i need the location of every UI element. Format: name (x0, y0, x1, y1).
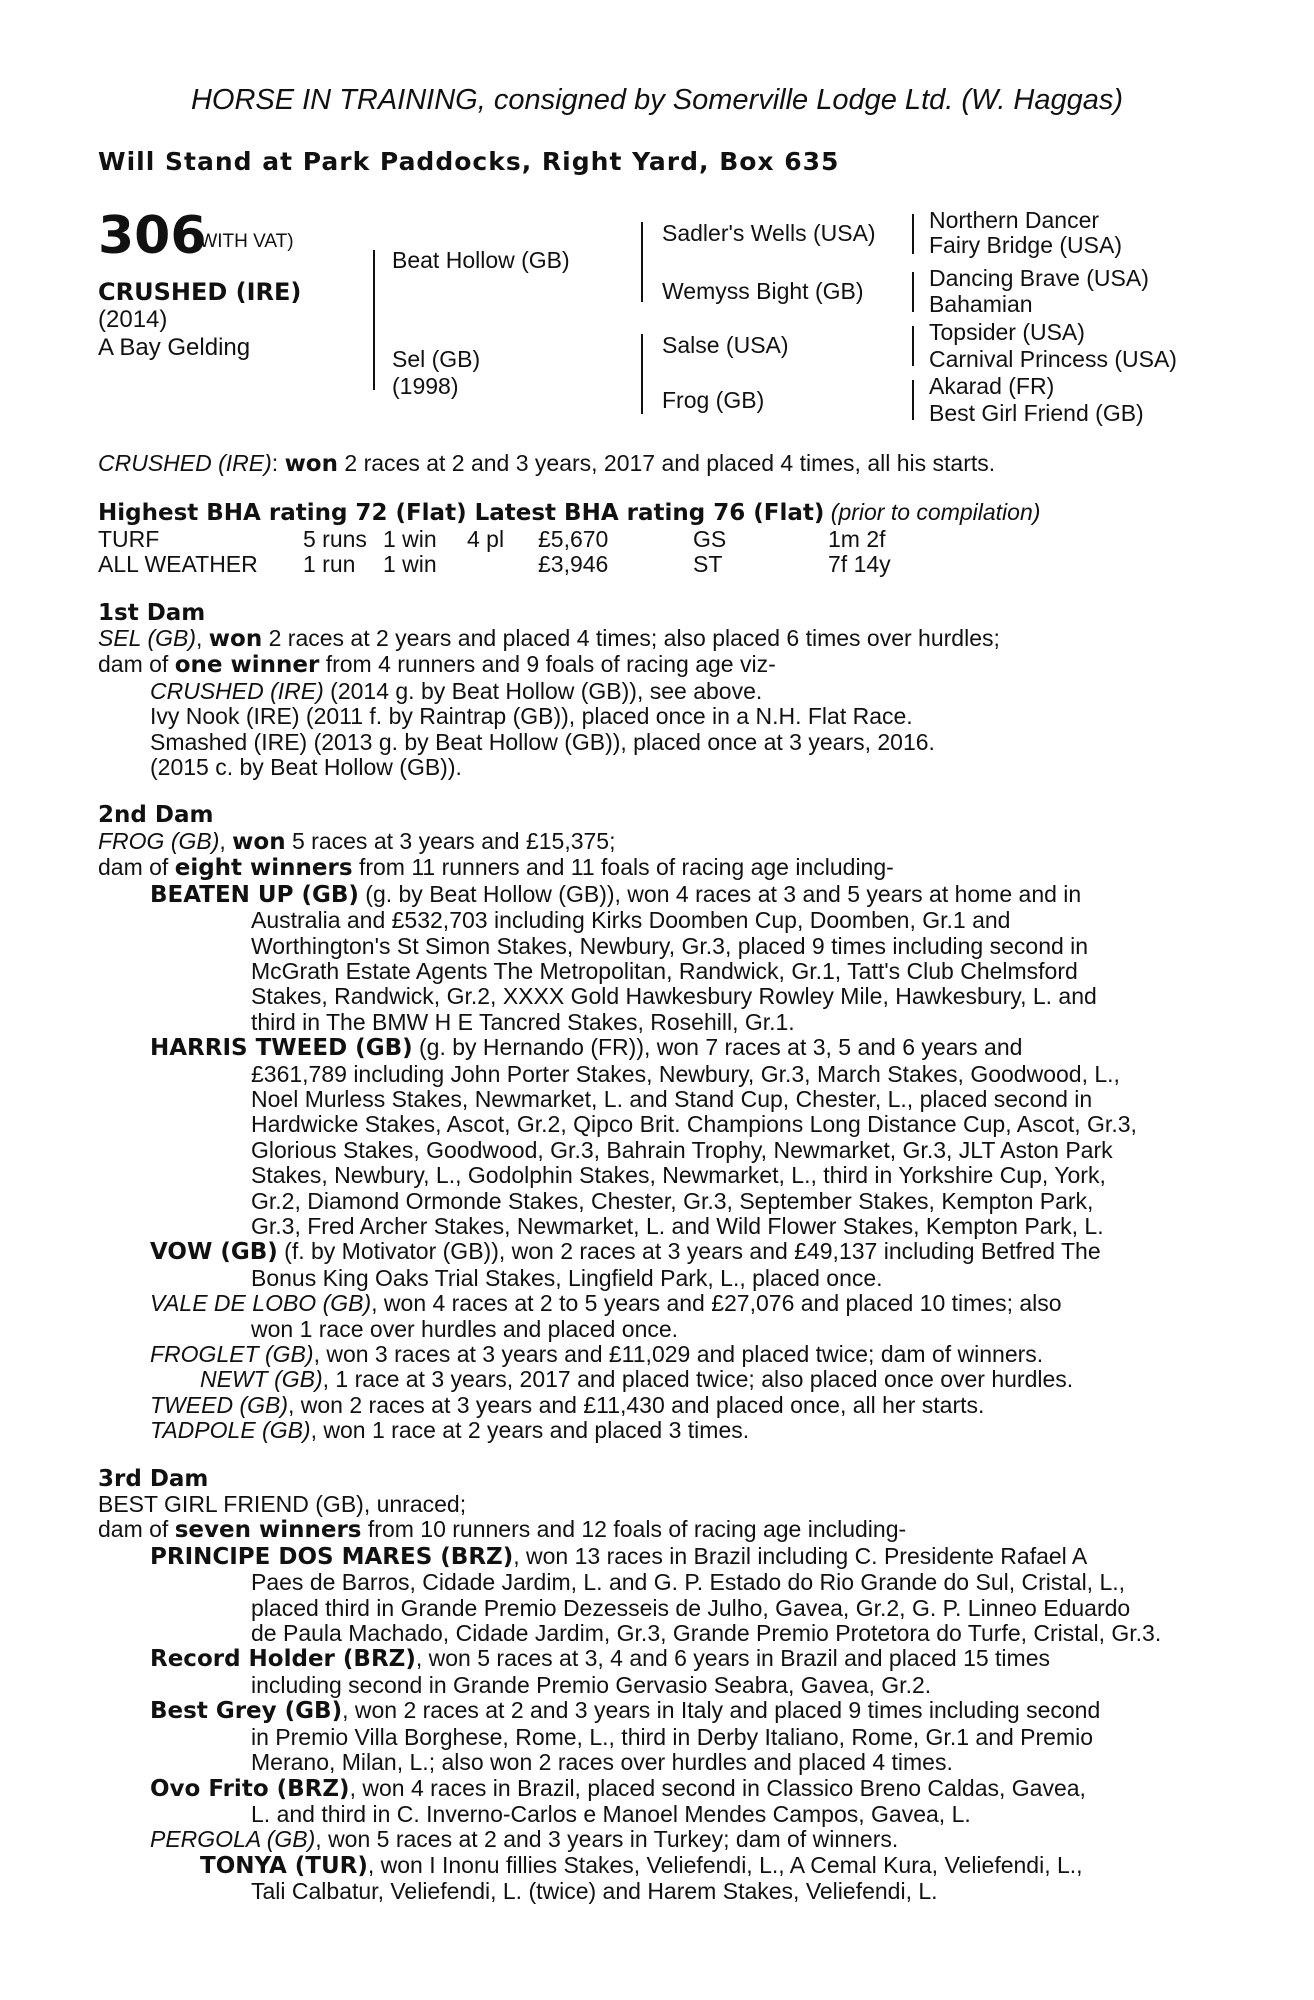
progeny-entry: NEWT (GB), 1 race at 3 years, 2017 and placed twice; also placed once over hurdles. (200, 1366, 1074, 1393)
pedigree-brace (373, 250, 375, 390)
horse-year: (2014) (98, 306, 168, 333)
pedigree-sire: Beat Hollow (GB) (392, 247, 570, 273)
pedigree-sds: Dancing Brave (USA) (929, 265, 1149, 291)
third-dam-produce-line: dam of seven winners from 10 runners and 12 foals of racing age including- (98, 1516, 907, 1544)
pedigree-brace (912, 214, 914, 254)
first-dam-heading: 1st Dam (98, 599, 206, 626)
progeny-entry: BEATEN UP (GB) (g. by Beat Hollow (GB)), won 4 races at 3 and 5 years at home and in Australia and £532,703 including Kirks Doomben Cup, Doomben, Gr.1 and Worthington's St Simon Stakes, Newbury, Gr.3, placed 9 times including second in McGrath Estate Agents The Metropolitan, Randwick, Gr.1, Tatt's Club Chelmsford Stakes, Randwick, Gr.2, XXXX Gold Hawkesbury Rowley Mile, Hawkesbury, L. and third in The BMW H E Tancred Stakes, Rosehill, Gr.1. (150, 880, 1097, 1035)
progeny-entry: Best Grey (GB), won 2 races at 2 and 3 years in Italy and placed 9 times including second in Premio Villa Borghese, Rome, L., third in Derby Italiano, Rome, Gr.1 and Premio Merano, Milan, L.; also won 2 races over hurdles and placed 4 times. (150, 1697, 1101, 1776)
ratings-heading: Highest BHA rating 72 (Flat) Latest BHA rating 76 (Flat) (prior to compilation) (98, 499, 1041, 527)
pedigree-brace (641, 222, 643, 302)
progeny-entry: CRUSHED (IRE) (2014 g. by Beat Hollow (GB)), see above. (150, 677, 763, 704)
pedigree-dsd: Carnival Princess (USA) (929, 346, 1177, 372)
first-dam-line: SEL (GB), won 2 races at 2 years and placed 4 times; also placed 6 times over hurdles; (98, 625, 1000, 653)
pedigree-ssd: Fairy Bridge (USA) (929, 232, 1122, 258)
progeny-entry: PRINCIPE DOS MARES (BRZ), won 13 races in Brazil including C. Presidente Rafael A Paes de Barros, Cidade Jardim, L. and G. P. Estado do Rio Grande do Sul, Cristal, L., placed third in Grande Premio Dezesseis de Julho, Gavea, Gr.2, G. P. Linneo Eduardo de Paula Machado, Cidade Jardim, Gr.3, Grande Premio Protetora do Turfe, Cristal, Gr.3. (150, 1542, 1162, 1647)
consignment-heading: HORSE IN TRAINING, consigned by Somerville Lodge Ltd. (W. Haggas) (190, 84, 1124, 116)
ratings-row: TURF 5 runs 1 win 4 pl £5,670 GS 1m 2f (98, 525, 886, 552)
pedigree-dds: Akarad (FR) (929, 373, 1055, 399)
second-dam-line: FROG (GB), won 5 races at 3 years and £15,375; (98, 827, 616, 855)
progeny-entry: HARRIS TWEED (GB) (g. by Hernando (FR)), won 7 races at 3, 5 and 6 years and £361,789 including John Porter Stakes, Newbury, Gr.3, March Stakes, Goodwood, L., Noel Murless Stakes, Newmarket, L. and Stand Cup, Chester, L., placed second in Hardwicke Stakes, Ascot, Gr.2, Qipco Brit. Champions Long Distance Cup, Ascot, Gr.3, Glorious Stakes, Goodwood, Gr.3, Bahrain Trophy, Newmarket, Gr.3, JLT Aston Park Stakes, Newbury, L., Godolphin Stakes, Newmarket, L., third in Yorkshire Cup, York, Gr.2, Diamond Ormonde Stakes, Chester, Gr.3, September Stakes, Kempton Park, Gr.3, Fred Archer Stakes, Newmarket, L. and Wild Flower Stakes, Kempton Park, L. (150, 1034, 1137, 1239)
ratings-row: ALL WEATHER 1 run 1 win £3,946 ST 7f 14y (98, 551, 891, 578)
progeny-entry: FROGLET (GB), won 3 races at 3 years and £11,029 and placed twice; dam of winners. (150, 1341, 1044, 1367)
pedigree-brace (912, 326, 914, 366)
progeny-entry: Record Holder (BRZ), won 5 races at 3, 4 and 6 years in Brazil and placed 15 times including second in Grande Premio Gervasio Seabra, Gavea, Gr.2. (150, 1645, 1050, 1698)
progeny-entry: TONYA (TUR), won I Inonu fillies Stakes, Veliefendi, L., A Cemal Kura, Veliefendi, L., Tali Calbatur, Veliefendi, L. (twice) and Harem Stakes, Veliefendi, L. (200, 1851, 1083, 1905)
progeny-entry: TADPOLE (GB), won 1 race at 2 years and placed 3 times. (150, 1417, 750, 1444)
progeny-entry: Ovo Frito (BRZ), won 4 races in Brazil, placed second in Classico Breno Caldas, Gavea, L. and third in C. Inverno-Carlos e Manoel Mendes Campos, Gavea, L. (150, 1774, 1086, 1827)
third-dam-line: BEST GIRL FRIEND (GB), unraced; (98, 1491, 467, 1518)
pedigree-dam-year: (1998) (392, 373, 459, 399)
pedigree-sss: Northern Dancer (929, 207, 1100, 233)
pedigree-ddd: Best Girl Friend (GB) (929, 400, 1144, 426)
progeny-entry: (2015 c. by Beat Hollow (GB)). (150, 754, 462, 781)
location-line: Will Stand at Park Paddocks, Right Yard, Box 635 (98, 147, 840, 176)
horse-name: CRUSHED (IRE) (98, 278, 302, 306)
catalogue-body (98, 451, 1208, 1905)
pedigree-sire-dam: Wemyss Bight (GB) (662, 278, 864, 304)
pedigree-brace (912, 380, 914, 420)
pedigree-sdd: Bahamian (929, 291, 1033, 317)
horse-description: A Bay Gelding (98, 334, 251, 361)
pedigree-brace (912, 272, 914, 312)
first-dam-produce-line: dam of one winner from 4 runners and 9 foals of racing age viz- (98, 651, 776, 679)
third-dam-heading: 3rd Dam (98, 1465, 209, 1492)
pedigree-dss: Topsider (USA) (929, 319, 1085, 345)
ratings-table (98, 527, 891, 578)
pedigree-sire-sire: Sadler's Wells (USA) (662, 220, 876, 246)
progeny-entry: PERGOLA (GB), won 5 races at 2 and 3 years in Turkey; dam of winners. (150, 1826, 899, 1853)
second-dam-heading: 2nd Dam (98, 802, 214, 829)
pedigree-dam: Sel (GB) (392, 346, 481, 372)
progeny-entry: VOW (GB) (f. by Motivator (GB)), won 2 races at 3 years and £49,137 including Betfred The Bonus King Oaks Trial Stakes, Lingfield Park, L., placed once. (150, 1238, 1101, 1291)
second-dam-produce-line: dam of eight winners from 11 runners and 11 foals of racing age including- (98, 854, 894, 882)
pedigree-brace (641, 334, 643, 414)
progeny-entry: Ivy Nook (IRE) (2011 f. by Raintrap (GB)), placed once in a N.H. Flat Race. (150, 703, 913, 730)
progeny-entry: TWEED (GB), won 2 races at 3 years and £11,430 and placed once, all her starts. (150, 1391, 985, 1418)
pedigree-dam-dam: Frog (GB) (662, 387, 765, 413)
summary-line: CRUSHED (IRE): won 2 races at 2 and 3 years, 2017 and placed 4 times, all his starts. (98, 450, 996, 477)
pedigree-dam-sire: Salse (USA) (662, 332, 789, 358)
lot-number: 306 (98, 206, 207, 266)
progeny-entry: Smashed (IRE) (2013 g. by Beat Hollow (GB)), placed once at 3 years, 2016. (150, 728, 935, 755)
vat-label: (WITH VAT) (193, 231, 294, 252)
progeny-entry: VALE DE LOBO (GB), won 4 races at 2 to 5 years and £27,076 and placed 10 times; also won 1 race over hurdles and placed once. (150, 1290, 1062, 1342)
